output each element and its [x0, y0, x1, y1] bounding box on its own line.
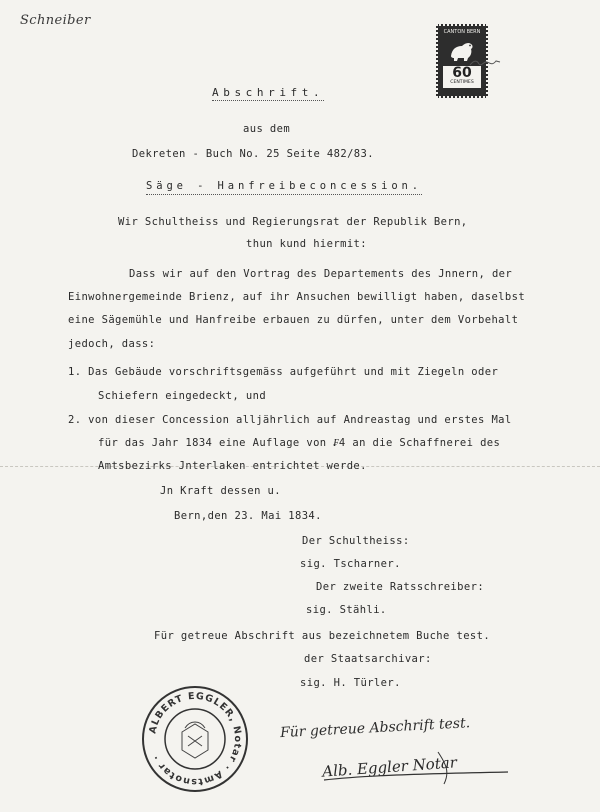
ratsschreiber-role: Der zweite Ratsschreiber: [316, 581, 485, 593]
condition-2-line-1: 2. von dieser Concession alljährlich auf Andreastag und erstes Mal [68, 414, 512, 426]
in-kraft-line: Jn Kraft dessen u. [160, 485, 281, 497]
date-line: Bern,den 23. Mai 1834. [174, 510, 322, 522]
stamp-cancellation-mark [468, 58, 502, 68]
condition-1-line-2: Schiefern eingedeckt, und [98, 390, 267, 402]
document-title: Abschrift. [212, 86, 325, 99]
body-line-3: eine Sägemühle und Hanfreibe erbauen zu dürfen, unter dem Vorbehalt [68, 314, 519, 326]
stamp-unit: CENTIMES [450, 80, 474, 85]
handwritten-signature [318, 744, 518, 790]
body-line-4: jedoch, dass: [68, 338, 156, 350]
condition-2-text-b: an die Schaffnerei des [345, 437, 501, 449]
stamp-value-box [443, 66, 481, 88]
handwritten-attestation [278, 712, 500, 744]
ratsschreiber-name: sig. Stähli. [306, 604, 387, 616]
archivist-name: sig. H. Türler. [300, 677, 401, 689]
notary-seal [140, 684, 250, 794]
currency-symbol: ₣ [333, 437, 339, 449]
condition-2-line-3: Amtsbezirks Jnterlaken entrichtet werde. [98, 460, 367, 472]
svg-text:Alb. Eggler Notar: Alb. Eggler Notar [321, 753, 458, 781]
aus-dem-line: aus dem [243, 123, 291, 135]
condition-2-amount: 4 [338, 437, 346, 449]
body-line-1: Dass wir auf den Vortrag des Departements des Jnnern, der [129, 268, 513, 280]
intro-line-2: thun kund hiermit: [246, 238, 367, 250]
schultheiss-role: Der Schultheiss: [302, 535, 410, 547]
stamp-top-text: CANTON BERN [443, 29, 481, 35]
svg-text:Für getreue Abschrift test.: Für getreue Abschrift test. [279, 715, 471, 742]
svg-text:ALBERT EGGLER, Notar · Amtsnot: ALBERT EGGLER, Notar · Amtsnotar · [147, 690, 244, 788]
condition-1-line-1: 1. Das Gebäude vorschriftsgemäss aufgeführt und mit Ziegeln oder [68, 366, 499, 378]
condition-2-line-2 [98, 437, 500, 450]
stamp-value: 60 [452, 65, 472, 81]
dekreten-reference: Dekreten - Buch No. 25 Seite 482/83. [132, 148, 374, 160]
condition-2-text-a: für das Jahr 1834 eine Auflage von [98, 437, 334, 449]
archivist-role: der Staatsarchivar: [304, 653, 432, 665]
attestation-line: Für getreue Abschrift aus bezeichnetem Buche test. [154, 630, 491, 642]
schultheiss-name: sig. Tscharner. [300, 558, 401, 570]
margin-note: Schneiber [20, 13, 91, 28]
subject-heading: Säge - Hanfreibeconcession. [146, 180, 422, 195]
intro-line-1: Wir Schultheiss und Regierungsrat der Republik Bern, [118, 216, 468, 228]
body-line-2: Einwohnergemeinde Brienz, auf ihr Ansuchen bewilligt haben, daselbst [68, 291, 526, 303]
